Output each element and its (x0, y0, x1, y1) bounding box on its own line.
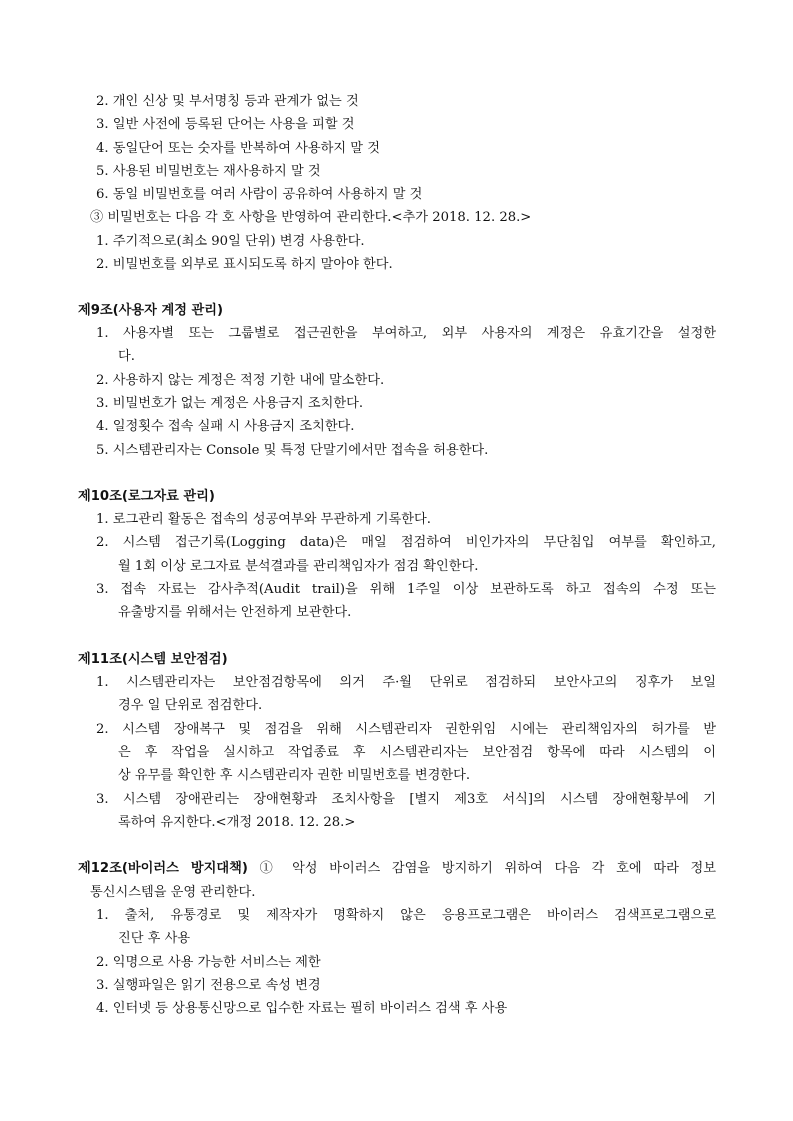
article-12-intro: ① 악성 바이러스 감염을 방지하기 위하여 다음 각 호에 따라 정보 (247, 861, 716, 876)
list-item: 1. 로그관리 활동은 접속의 성공여부와 무관하게 기록한다. (96, 512, 431, 527)
list-item-continuation: 경우 일 단위로 점검한다. (118, 698, 263, 713)
article-11-title: 제11조(시스템 보안점검) (78, 652, 228, 667)
list-item: 3. 일반 사전에 등록된 단어는 사용을 피할 것 (96, 117, 355, 132)
article-10-title: 제10조(로그자료 관리) (78, 489, 215, 504)
list-item-continuation: 은 후 작업을 실시하고 작업종료 후 시스템관리자는 보안점검 항목에 따라 시스템의 이 (118, 745, 716, 760)
list-item: 2. 익명으로 사용 가능한 서비스는 제한 (96, 955, 321, 970)
list-item: 4. 일정횟수 접속 실패 시 사용금지 조치한다. (96, 419, 355, 434)
list-item: 1. 출처, 유통경로 및 제작자가 명확하지 않은 응용프로그램은 바이러스 검색프로그램으로 (96, 908, 716, 923)
list-item: 3. 비밀번호가 없는 계정은 사용금지 조치한다. (96, 396, 364, 411)
list-item-continuation: 다. (118, 349, 135, 364)
article-9-title: 제9조(사용자 계정 관리) (78, 303, 224, 318)
list-item-continuation: 록하여 유지한다.<개정 2018. 12. 28.> (118, 815, 356, 830)
list-item-continuation: 유출방지를 위해서는 안전하게 보관한다. (118, 605, 352, 620)
list-item: 3. 실행파일은 읽기 전용으로 속성 변경 (96, 978, 321, 993)
list-item: 5. 시스템관리자는 Console 및 특정 단말기에서만 접속을 허용한다. (96, 443, 489, 458)
list-item: 2. 시스템 접근기록(Logging data)은 매일 점검하여 비인가자의 무단침입 여부를 확인하고, (96, 535, 716, 550)
article-12-intro-continuation: 통신시스템을 운영 관리한다. (90, 885, 256, 900)
list-item: 3. 시스템 장애관리는 장애현황과 조치사항을 [별지 제3호 서식]의 시스템 장애현황부에 기 (96, 792, 716, 807)
list-item: 6. 동일 비밀번호를 여러 사람이 공유하여 사용하지 말 것 (96, 187, 423, 202)
article-12-heading-line (78, 859, 716, 879)
list-item-continuation: 진단 후 사용 (118, 931, 191, 946)
list-item-continuation: 상 유무를 확인한 후 시스템관리자 권한 비밀번호를 변경한다. (118, 768, 471, 783)
list-item: 1. 사용자별 또는 그룹별로 접근권한을 부여하고, 외부 사용자의 계정은 유효기간을 설정한 (96, 326, 716, 341)
list-item: 2. 시스템 장애복구 및 점검을 위해 시스템관리자 권한위임 시에는 관리책임자의 허가를 받 (96, 722, 716, 737)
list-item: 1. 시스템관리자는 보안점검항목에 의거 주·월 단위로 점검하되 보안사고의 징후가 보일 (96, 675, 716, 690)
list-item: 2. 비밀번호를 외부로 표시되도록 하지 말아야 한다. (96, 257, 393, 272)
list-item: 1. 주기적으로(최소 90일 단위) 변경 사용한다. (96, 234, 365, 249)
list-item: 2. 사용하지 않는 계정은 적정 기한 내에 말소한다. (96, 373, 385, 388)
article-12-title: 제12조(바이러스 방지대책) (78, 861, 248, 876)
list-item: 2. 개인 신상 및 부서명칭 등과 관계가 없는 것 (96, 94, 359, 109)
list-item: 3. 접속 자료는 감사추적(Audit trail)을 위해 1주일 이상 보관하도록 하고 접속의 수정 또는 (96, 582, 716, 597)
list-item: 5. 사용된 비밀번호는 재사용하지 말 것 (96, 164, 321, 179)
list-item-continuation: 월 1회 이상 로그자료 분석결과를 관리책임자가 점검 확인한다. (118, 559, 479, 574)
paragraph-3: ③ 비밀번호는 다음 각 호 사항을 반영하여 관리한다.<추가 2018. 12. 28.> (90, 210, 532, 225)
list-item: 4. 동일단어 또는 숫자를 반복하여 사용하지 말 것 (96, 141, 380, 156)
list-item: 4. 인터넷 등 상용통신망으로 입수한 자료는 필히 바이러스 검색 후 사용 (96, 1001, 508, 1016)
